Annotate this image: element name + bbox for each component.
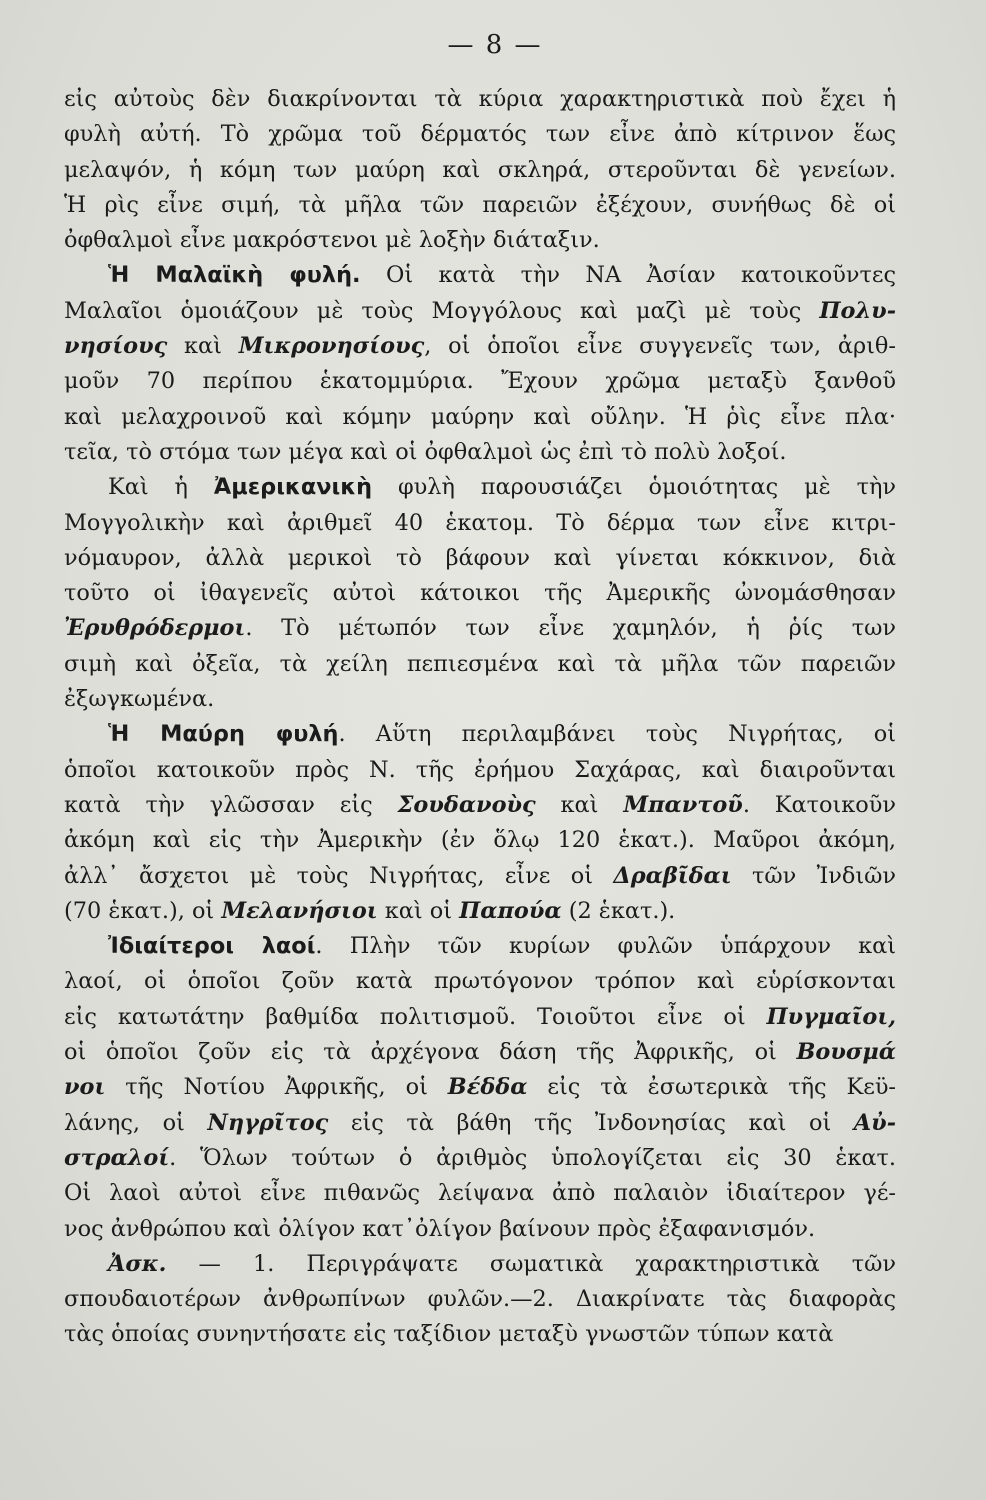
text-line xyxy=(64,753,896,788)
text-line xyxy=(64,1141,896,1176)
text-line xyxy=(64,894,896,929)
text-run: νόμαυρον, ἀλλὰ μερικοὶ τὸ βάφουν καὶ γίνεται κόκκινον, διὰ xyxy=(64,544,896,571)
text-run: , οἱ ὁποῖοι εἶνε συγγενεῖς των, ἀριθ- xyxy=(424,333,896,360)
text-run: εἰς κατωτάτην βαθμίδα πολιτισμοῦ. Τοιοῦτοι εἶνε οἱ xyxy=(64,1003,767,1030)
text-line xyxy=(64,788,896,823)
text-line xyxy=(64,611,896,646)
text-run: (2 ἑκατ.). xyxy=(561,897,676,924)
text-run: εἰς τὰ ἐσωτερικὰ τῆς Κεϋ- xyxy=(527,1074,896,1101)
text-run: τῆς Νοτίου Ἀφρικῆς, οἱ xyxy=(105,1074,448,1101)
emphasized-term: Αὐ- xyxy=(853,1109,896,1136)
text-line xyxy=(64,329,896,364)
text-line xyxy=(64,223,896,258)
text-run: λαοί, οἱ ὁποῖοι ζοῦν κατὰ πρωτόγονον τρόπον καὶ εὑρίσκονται xyxy=(64,968,896,995)
text-run: τεῖα, τὸ στόμα των μέγα καὶ οἱ ὀφθαλμοὶ ὡς ἐπὶ τὸ πολὺ λοξοί. xyxy=(64,438,787,465)
text-run: . Τὸ μέτωπόν των εἶνε χαμηλόν, ἡ ῥίς των xyxy=(245,615,896,642)
text-run: εἰς αὐτοὺς δὲν διακρίνονται τὰ κύρια χαρακτηριστικὰ ποὺ ἔχει ἡ xyxy=(64,86,896,112)
emphasized-term: Μικρονησίους xyxy=(238,333,425,360)
text-run: ὁποῖοι κατοικοῦν πρὸς Ν. τῆς ἐρήμου Σαχάρας, καὶ διαιροῦνται xyxy=(64,756,896,783)
text-run: Οἱ λαοὶ αὐτοὶ εἶνε πιθανῶς λείψανα ἀπὸ παλαιὸν ἰδιαίτερον γέ- xyxy=(64,1180,896,1207)
text-line xyxy=(64,541,896,576)
text-line xyxy=(64,258,896,293)
body-text xyxy=(64,82,896,1353)
text-run: καὶ οἱ xyxy=(377,897,460,924)
text-run: τὰς ὁποίας συνηντήσατε εἰς ταξίδιον μεταξὺ γνωστῶν τύπων κατὰ xyxy=(64,1321,834,1348)
emphasized-term: νοι xyxy=(64,1074,106,1101)
emphasized-term: Βουσμά xyxy=(796,1039,896,1066)
text-line xyxy=(64,1176,896,1211)
text-line xyxy=(64,1035,896,1070)
section-heading: Ἡ Μαλαϊκὴ φυλή. xyxy=(108,262,361,289)
section-heading: Ἀμερικανικὴ xyxy=(213,474,373,501)
text-line xyxy=(64,1247,896,1282)
text-line xyxy=(64,82,896,117)
emphasized-term: Βέδδα xyxy=(447,1074,528,1101)
text-run: Καὶ ἡ xyxy=(108,474,214,501)
text-run: νος ἀνθρώπου καὶ ὀλίγον κατ᾽ὀλίγον βαίνουν πρὸς ἐξαφανισμόν. xyxy=(64,1215,816,1242)
emphasized-term: Μελανήσιοι xyxy=(221,897,378,924)
text-line xyxy=(64,647,896,682)
text-line xyxy=(64,400,896,435)
text-line xyxy=(64,1282,896,1317)
text-line xyxy=(64,859,896,894)
text-run: (70 ἑκατ.), οἱ xyxy=(64,897,222,924)
text-line xyxy=(64,1106,896,1141)
text-line xyxy=(64,682,896,717)
emphasized-term: στραλοί xyxy=(64,1144,170,1171)
text-run: καὶ μελαχροινοῦ καὶ κόμην μαύρην καὶ οὔλην. Ἡ ῥὶς εἶνε πλα· xyxy=(64,403,896,430)
emphasized-term: Παπούα xyxy=(459,897,562,924)
emphasized-term: Δραβῖδαι xyxy=(613,862,732,889)
text-run: καὶ xyxy=(535,791,624,818)
text-run: — 1. Περιγράψατε σωματικὰ χαρακτηριστικὰ τῶν xyxy=(166,1250,896,1277)
text-run: μελαψόν, ἡ κόμη των μαύρη καὶ σκληρά, στεροῦνται δὲ γενείων. xyxy=(64,156,896,183)
text-line xyxy=(64,1070,896,1105)
text-run: ὀφθαλμοὶ εἶνε μακρόστενοι μὲ λοξὴν διάταξιν. xyxy=(64,227,600,254)
text-line xyxy=(64,435,896,470)
section-heading: Ἰδιαίτεροι λαοί xyxy=(108,933,316,960)
emphasized-term: Σουδανοὺς xyxy=(397,791,536,818)
text-run: φυλὴ αὐτή. Τὸ χρῶμα τοῦ δέρματός των εἶνε ἀπὸ κίτρινον ἕως xyxy=(64,121,896,148)
text-run: οἱ ὁποῖοι ζοῦν εἰς τὰ ἀρχέγονα δάση τῆς Ἀφρικῆς, οἱ xyxy=(64,1039,797,1066)
text-line xyxy=(64,1317,896,1352)
text-line xyxy=(64,964,896,999)
emphasized-term: Ἀσκ. xyxy=(108,1250,167,1277)
text-run: ἐξωγκωμένα. xyxy=(64,686,215,713)
text-run: Μαλαῖοι ὁμοιάζουν μὲ τοὺς Μογγόλους καὶ μαζὶ μὲ τοὺς xyxy=(64,297,820,324)
text-line xyxy=(64,929,896,964)
text-run: τοῦτο οἱ ἰθαγενεῖς αὐτοὶ κάτοικοι τῆς Ἀμερικῆς ὠνομάσθησαν xyxy=(64,580,896,607)
text-line xyxy=(64,506,896,541)
text-run: ἀκόμη καὶ εἰς τὴν Ἀμερικὴν (ἐν ὅλῳ 120 ἑκατ.). Μαῦροι ἀκόμη, xyxy=(64,827,896,854)
text-run: . Αὕτη περιλαμβάνει τοὺς Νιγρήτας, οἱ xyxy=(338,721,896,748)
emphasized-term: νησίους xyxy=(64,333,168,360)
text-line xyxy=(64,717,896,752)
emphasized-term: Ἐρυθρόδερμοι xyxy=(64,615,246,642)
text-run: σιμὴ καὶ ὀξεῖα, τὰ χείλη πεπιεσμένα καὶ τὰ μῆλα τῶν παρειῶν xyxy=(64,650,896,677)
text-line xyxy=(64,117,896,152)
page-number: — 8 — xyxy=(447,30,543,60)
text-line xyxy=(64,1212,896,1247)
text-run: λάνης, οἱ xyxy=(64,1109,208,1136)
emphasized-term: Πυγμαῖοι, xyxy=(766,1003,896,1030)
text-line xyxy=(64,364,896,399)
text-run: φυλὴ παρουσιάζει ὁμοιότητας μὲ τὴν xyxy=(372,474,896,501)
text-run: ἀλλ᾽ ἄσχετοι μὲ τοὺς Νιγρήτας, εἶνε οἱ xyxy=(64,862,614,889)
text-run: . Πλὴν τῶν κυρίων φυλῶν ὑπάρχουν καὶ xyxy=(315,933,896,960)
section-heading: Ἡ Μαύρη φυλή xyxy=(108,721,339,748)
text-line xyxy=(64,294,896,329)
text-run: μοῦν 70 περίπου ἑκατομμύρια. Ἔχουν χρῶμα μεταξὺ ξανθοῦ xyxy=(64,368,896,395)
emphasized-term: Νηγρῖτος xyxy=(207,1109,329,1136)
text-run: τῶν Ἰνδιῶν xyxy=(731,862,896,889)
text-run: Οἱ κατὰ τὴν ΝΑ Ἀσίαν κατοικοῦντες xyxy=(360,262,896,289)
text-run: . Κατοικοῦν xyxy=(742,791,896,818)
text-run: . Ὅλων τούτων ὁ ἀριθμὸς ὑπολογίζεται εἰς 30 ἑκατ. xyxy=(169,1144,896,1171)
text-line xyxy=(64,470,896,505)
emphasized-term: Μπαντοῦ xyxy=(623,791,743,818)
text-line xyxy=(64,1000,896,1035)
text-run: Μογγολικὴν καὶ ἀριθμεῖ 40 ἑκατομ. Τὸ δέρμα των εἶνε κιτρι- xyxy=(64,509,896,536)
text-line xyxy=(64,823,896,858)
text-run: κατὰ τὴν γλῶσσαν εἰς xyxy=(64,791,398,818)
text-line xyxy=(64,153,896,188)
text-run: εἰς τὰ βάθη τῆς Ἰνδονησίας καὶ οἱ xyxy=(328,1109,854,1136)
text-run: καὶ xyxy=(167,333,239,360)
text-line xyxy=(64,576,896,611)
text-run: Ἡ ρὶς εἶνε σιμή, τὰ μῆλα τῶν παρειῶν ἐξέχουν, συνήθως δὲ οἱ xyxy=(64,191,896,218)
text-line xyxy=(64,188,896,223)
text-run: σπουδαιοτέρων ἀνθρωπίνων φυλῶν.—2. Διακρίνατε τὰς διαφορὰς xyxy=(64,1286,896,1313)
emphasized-term: Πολυ- xyxy=(819,297,896,324)
